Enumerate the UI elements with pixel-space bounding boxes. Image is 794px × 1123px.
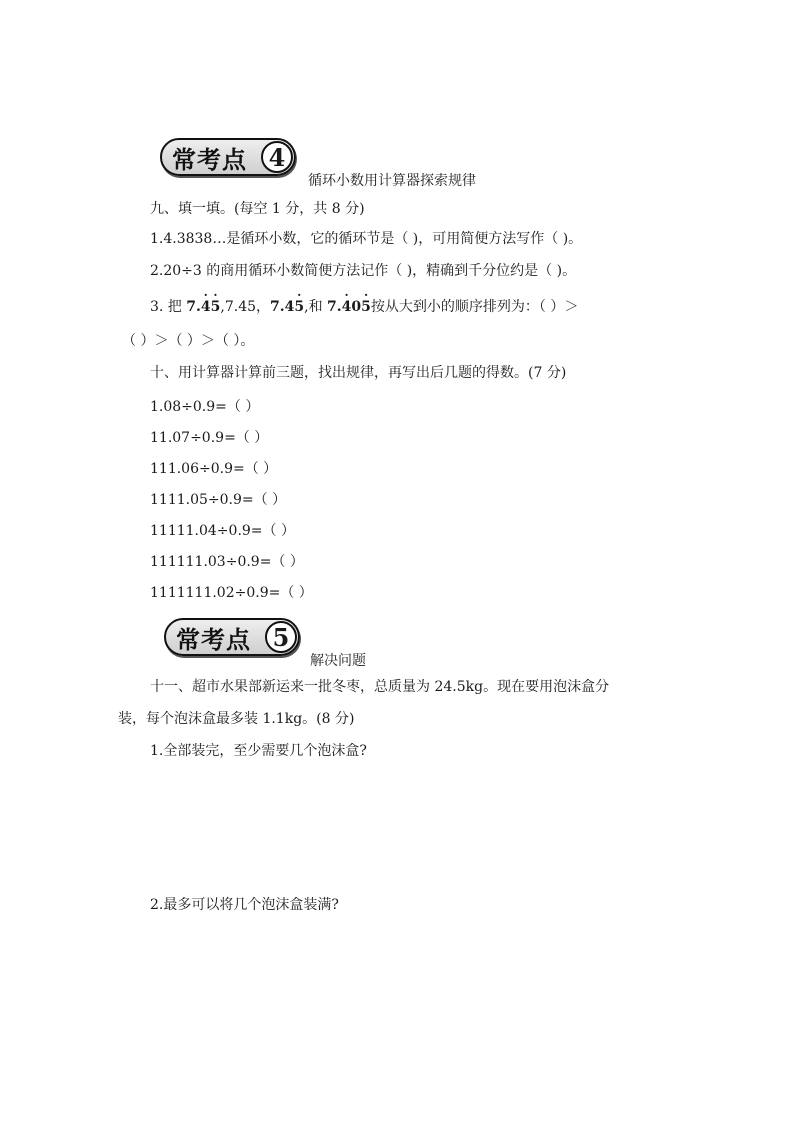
num1-repeating-digit-1: 4 . [201, 299, 211, 315]
q10-row: 11111.04÷0.9=（ ） [150, 523, 295, 539]
q10-row: 111111.03÷0.9=（ ） [150, 554, 304, 570]
item3-suffix: 按从大到小的顺序排列为：（ ）＞ [370, 299, 579, 315]
item3-separator-2: ,和 [304, 299, 328, 315]
section-4-title: 循环小数用计算器探索规律 [308, 173, 476, 189]
num3-part-a: 7. [327, 299, 342, 315]
q10-row: 11.07÷0.9=（ ） [150, 430, 269, 446]
q9-item-1: 1.4.3838…是循环小数，它的循环节是（ )，可用简便方法写作（ )。 [150, 231, 583, 247]
num2-repeating-digit: 5 . [294, 299, 304, 315]
q10-heading: 十、用计算器计算前三题，找出规律，再写出后几题的得数。(7 分) [150, 365, 567, 381]
q10-row: 111.06÷0.9=（ ） [150, 461, 278, 477]
badge-number: 5 [265, 621, 297, 653]
num1-part-a: 7. [186, 299, 201, 315]
num3-repeating-digit-2: 5 . [361, 299, 371, 315]
section-badge-4 [160, 138, 296, 176]
q11-line-1: 十一、超市水果部新运来一批冬枣，总质量为 24.5kg。现在要用泡沫盒分 [150, 679, 610, 695]
num3-middle-digit: 0 [351, 299, 362, 315]
badge-label: 常考点 [176, 625, 251, 654]
num2-part-a: 7.4 [270, 299, 295, 315]
q10-row: 1.08÷0.9=（ ） [150, 399, 260, 415]
q10-row: 1111111.02÷0.9=（ ） [150, 585, 313, 601]
q9-item-3 [150, 296, 578, 316]
num3-repeating-digit-1: 4 . [342, 299, 352, 315]
q9-item-2: 2.20÷3 的商用循环小数简便方法记作（ )，精确到千分位约是（ )。 [150, 263, 577, 279]
num1-repeating-digit-2: 5 . [211, 299, 221, 315]
q9-item-3-continuation: （ ）＞（ ）＞（ ）。 [122, 333, 255, 349]
badge-label: 常考点 [172, 145, 247, 174]
q10-row: 1111.05÷0.9=（ ） [150, 492, 287, 508]
q9-heading: 九、填一填。(每空 1 分，共 8 分) [150, 201, 365, 217]
item3-prefix: 3. 把 [150, 299, 187, 315]
section-badge-5 [164, 618, 300, 656]
item3-separator-1: ,7.45， [220, 299, 271, 315]
badge-number: 4 [261, 141, 293, 173]
q11-line-2: 装，每个泡沫盒最多装 1.1kg。(8 分) [118, 711, 355, 727]
q11-sub-1: 1.全部装完，至少需要几个泡沫盒? [150, 743, 367, 759]
section-5-title: 解决问题 [310, 653, 366, 669]
q11-sub-2: 2.最多可以将几个泡沫盒装满? [150, 897, 339, 913]
